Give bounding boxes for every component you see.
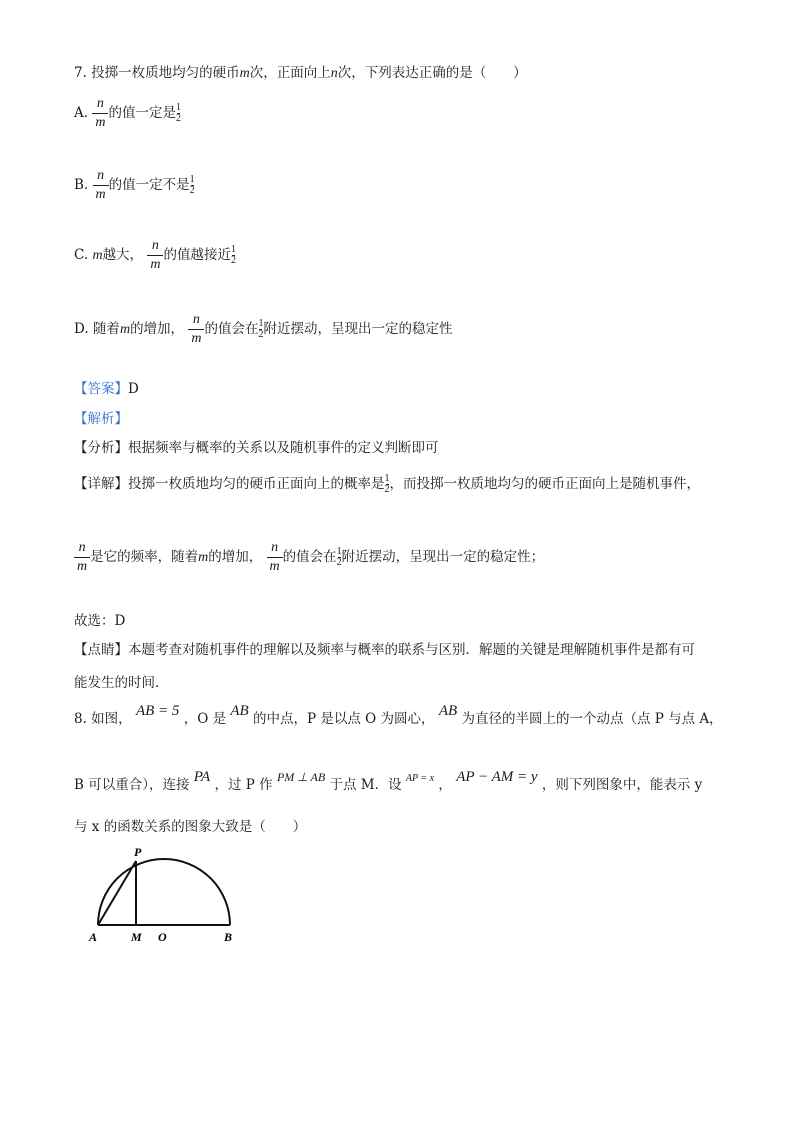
fraction-n-over-m: $\frac{n}{m}$ — [93, 168, 109, 203]
fraction-half: $\frac{1}{2}$ — [336, 546, 342, 568]
semicircle-figure — [86, 845, 246, 947]
fraction-half: $\frac{1}{2}$ — [258, 318, 264, 340]
q8-line-1: 8. 如图， AB = 5 ，O 是 AB 的中点，P 是以点 O 为圆心， AB 为直径的半圆上的一个动点（点 P 与点 A， — [74, 703, 723, 727]
fraction-half: $\frac{1}{2}$ — [175, 102, 181, 124]
segment-pa — [98, 861, 136, 925]
fraction-half: $\frac{1}{2}$ — [230, 244, 236, 266]
q7-option-d: D. 随着m的增加， $\frac{n}{m}$ 的值会在$\frac{1}{2}$附近摆动，呈现出一定的稳定性 — [74, 312, 453, 346]
label-p: P — [134, 845, 142, 859]
fraction-n-over-m: $\frac{n}{m}$ — [267, 540, 283, 575]
answer-line: 【答案】D — [74, 381, 139, 397]
q7-stem: 7. 投掷一枚质地均匀的硬币m次，正面向上n次，下列表达正确的是（ ） — [74, 65, 527, 81]
label-o: O — [158, 930, 167, 944]
q7-option-c: C. m越大， $\frac{n}{m}$ 的值越接近$\frac{1}{2}$ — [74, 238, 236, 272]
fraction-half: $\frac{1}{2}$ — [384, 473, 390, 495]
q8-line-3: 与 x 的函数关系的图象大致是（ ） — [74, 819, 307, 835]
label-m: M — [131, 930, 142, 944]
analysis-line: 【分析】根据频率与概率的关系以及随机事件的定义判断即可 — [74, 440, 439, 456]
detail-line-1: 【详解】投掷一枚质地均匀的硬币正面向上的概率是$\frac{1}{2}$，而投掷一枚质地均匀的硬币正面向上是随机事件， — [74, 473, 700, 495]
fraction-n-over-m: $\frac{n}{m}$ — [74, 540, 90, 575]
choose-line: 故选：D — [74, 613, 126, 629]
analysis-tag: 【解析】 — [74, 411, 128, 427]
label-a: A — [89, 930, 98, 944]
fraction-n-over-m: $\frac{n}{m}$ — [147, 238, 163, 273]
fraction-n-over-m: $\frac{n}{m}$ — [92, 96, 108, 131]
fraction-n-over-m: $\frac{n}{m}$ — [188, 312, 204, 347]
q8-line-2: B 可以重合），连接 PA ，过 P 作 PM ⊥ AB 于点 M．设 $^{AP = x}$ ， AP − AM = y ，则下列图象中，能表示 y — [74, 769, 703, 793]
comment-line-1: 【点睛】本题考查对随机事件的理解以及频率与概率的联系与区别．解题的关键是理解随机事件是都有可 — [74, 642, 695, 658]
q7-option-b: B. $\frac{n}{m}$ 的值一定不是$\frac{1}{2}$ — [74, 168, 195, 202]
detail-line-2: $\frac{n}{m}$ 是它的频率，随着m的增加， $\frac{n}{m}$ 的值会在$\frac{1}{2}$附近摆动，呈现出一定的稳定性； — [74, 540, 544, 575]
fraction-half: $\frac{1}{2}$ — [189, 174, 195, 196]
comment-line-2: 能发生的时间． — [74, 675, 169, 691]
label-b: B — [224, 930, 233, 944]
q7-option-a: A. $\frac{n}{m}$ 的值一定是$\frac{1}{2}$ — [74, 96, 181, 130]
